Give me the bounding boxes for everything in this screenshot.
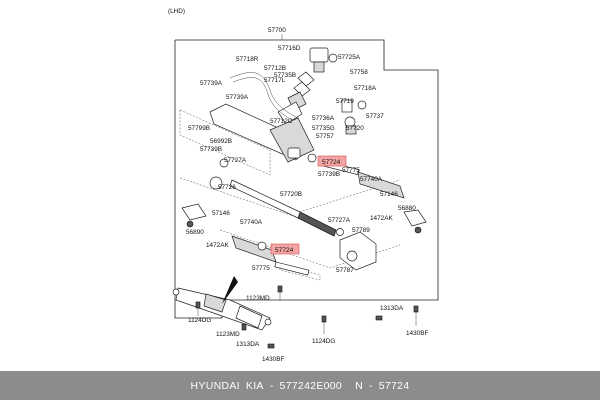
region-label: (LHD): [168, 8, 186, 15]
part-label: 57758: [350, 69, 368, 76]
part-label: 57775: [252, 265, 270, 272]
left-tie-rod: [182, 204, 309, 275]
part-label: 57717L: [264, 77, 286, 84]
part-label: 57736A: [312, 115, 335, 122]
part-label: 57720B: [280, 191, 303, 198]
part-label: 56992B: [210, 138, 233, 145]
part-label: 1313DA: [236, 341, 260, 348]
part-label: 57146: [380, 191, 398, 198]
part-label: 1123MD: [216, 331, 240, 338]
part-label: 57739B: [200, 146, 223, 153]
part-label: 57739B: [318, 171, 341, 178]
svg-text:57724: 57724: [275, 247, 294, 254]
part-label: 1430BF: [262, 356, 285, 363]
separator: -: [368, 379, 373, 392]
part-label: 57718R: [236, 56, 259, 63]
part-label: 57716D: [278, 45, 301, 52]
part-label: 1430BF: [406, 330, 429, 337]
highlight-label-2: [271, 244, 299, 254]
part-label: 1124DG: [188, 317, 212, 324]
part-label: 57737: [366, 113, 384, 120]
part-label: 57740A: [240, 219, 263, 226]
part-label: 57739A: [226, 94, 249, 101]
part-label: 57775: [342, 167, 360, 174]
part-label: 57719: [336, 98, 354, 105]
brand-text: HYUNDAI: [190, 379, 240, 392]
part-label: 1123MD: [246, 295, 270, 302]
part-label: 57757: [316, 133, 334, 140]
assembly-label: 57700: [268, 27, 286, 34]
part-label: 57720: [346, 125, 364, 132]
part-label: 57727A: [328, 217, 351, 224]
part-label: 57735B: [274, 72, 297, 79]
n-label: N: [355, 379, 363, 392]
part-label: 56880: [398, 205, 416, 212]
make-text: KIA: [245, 379, 264, 392]
rack-shaft: [230, 180, 336, 236]
part-number: 577242E000: [279, 379, 343, 392]
part-label: 56890: [186, 229, 204, 236]
part-label: 57712C: [270, 118, 293, 125]
part-label: 1472AK: [370, 215, 393, 222]
svg-text:57724: 57724: [322, 159, 341, 166]
part-label: 57718A: [354, 85, 377, 92]
separator: -: [269, 379, 274, 392]
highlight-label-1: [318, 156, 346, 166]
part-label: 57740A: [360, 176, 383, 183]
part-label: 57739A: [200, 80, 223, 87]
part-label: 1124DG: [312, 338, 336, 345]
part-label: 57146: [212, 210, 230, 217]
part-label: 57727A: [224, 157, 247, 164]
part-label: 57712B: [264, 65, 287, 72]
n-value: 57724: [378, 379, 410, 392]
part-label: 1472AK: [206, 242, 229, 249]
part-label: 57726: [218, 184, 236, 191]
part-label: 57789: [352, 227, 370, 234]
part-label: 57725A: [338, 54, 361, 61]
valve-tower: [278, 48, 337, 124]
part-label: 57799B: [188, 125, 211, 132]
part-label: 57735G: [312, 125, 335, 132]
part-label: 1313DA: [380, 305, 404, 312]
caption-bar: [0, 371, 600, 400]
part-label: 57787: [336, 267, 354, 274]
